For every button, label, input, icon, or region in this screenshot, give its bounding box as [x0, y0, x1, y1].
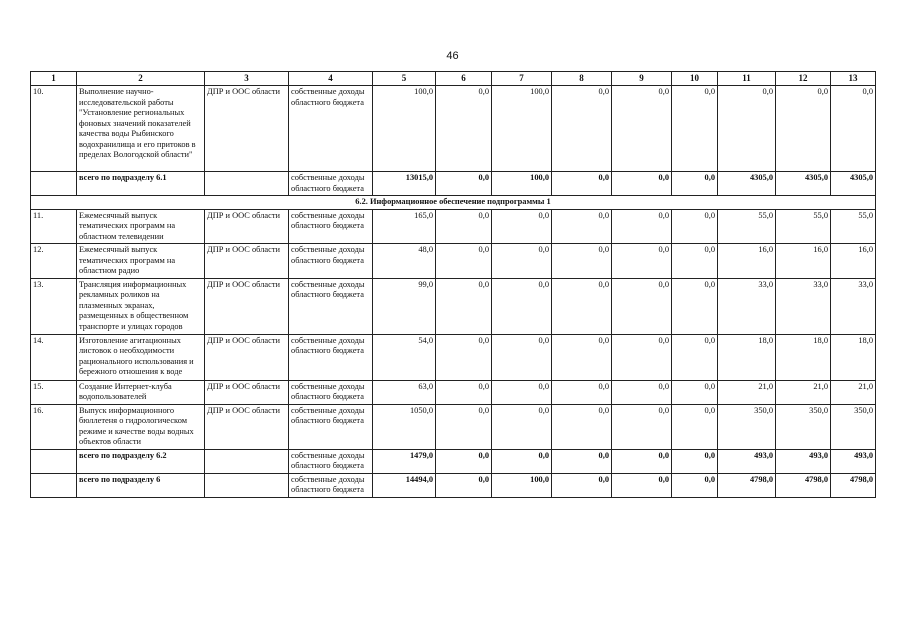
funding-source: собственные доходы областного бюджета: [289, 334, 373, 380]
amount-cell: 493,0: [776, 449, 831, 473]
activity-name: Выпуск информационного бюллетеня о гидрологическом режиме и качестве воды водных объектов области: [77, 404, 205, 449]
amount-cell: 0,0: [831, 86, 876, 172]
table-row: [31, 244, 876, 279]
amount-cell: 33,0: [831, 278, 876, 334]
amount-cell: 14494,0: [373, 473, 436, 497]
table-row: [31, 380, 876, 404]
amount-cell: 0,0: [552, 244, 612, 279]
amount-cell: 0,0: [436, 380, 492, 404]
amount-cell: 33,0: [776, 278, 831, 334]
amount-cell: 16,0: [776, 244, 831, 279]
amount-cell: 0,0: [612, 449, 672, 473]
amount-cell: 55,0: [776, 209, 831, 244]
amount-cell: 4798,0: [776, 473, 831, 497]
activity-name: Изготовление агитационных листовок о необходимости рационального использования и бережного отношения к воде: [77, 334, 205, 380]
amount-cell: 0,0: [672, 404, 718, 449]
amount-cell: 100,0: [373, 86, 436, 172]
executor: ДПР и ООС области: [205, 209, 289, 244]
column-header: 5: [373, 72, 436, 86]
amount-cell: 0,0: [612, 278, 672, 334]
amount-cell: 0,0: [612, 334, 672, 380]
amount-cell: 54,0: [373, 334, 436, 380]
funding-source: собственные доходы областного бюджета: [289, 244, 373, 279]
table-row: [31, 278, 876, 334]
amount-cell: 21,0: [718, 380, 776, 404]
column-header: 9: [612, 72, 672, 86]
amount-cell: 0,0: [552, 404, 612, 449]
amount-cell: 350,0: [776, 404, 831, 449]
funding-source: собственные доходы областного бюджета: [289, 278, 373, 334]
amount-cell: 0,0: [436, 449, 492, 473]
total-label: всего по подразделу 6.2: [77, 449, 205, 473]
amount-cell: 4305,0: [831, 172, 876, 196]
section-title: 6.2. Информационное обеспечение подпрограммы 1: [31, 196, 876, 210]
amount-cell: 33,0: [718, 278, 776, 334]
amount-cell: 0,0: [672, 334, 718, 380]
amount-cell: 4798,0: [718, 473, 776, 497]
row-number: 16.: [31, 404, 77, 449]
amount-cell: 16,0: [831, 244, 876, 279]
amount-cell: 4305,0: [776, 172, 831, 196]
amount-cell: 0,0: [492, 244, 552, 279]
amount-cell: 1479,0: [373, 449, 436, 473]
amount-cell: 0,0: [672, 244, 718, 279]
activity-name: Создание Интернет-клуба водопользователей: [77, 380, 205, 404]
executor: ДПР и ООС области: [205, 380, 289, 404]
subtotal-row: [31, 473, 876, 497]
column-header: 8: [552, 72, 612, 86]
row-number: 12.: [31, 244, 77, 279]
amount-cell: 0,0: [552, 209, 612, 244]
amount-cell: 0,0: [612, 244, 672, 279]
amount-cell: 0,0: [436, 473, 492, 497]
row-number: 14.: [31, 334, 77, 380]
row-number: 13.: [31, 278, 77, 334]
amount-cell: 0,0: [552, 278, 612, 334]
amount-cell: 0,0: [672, 209, 718, 244]
amount-cell: 0,0: [436, 334, 492, 380]
amount-cell: 0,0: [436, 404, 492, 449]
amount-cell: 0,0: [492, 334, 552, 380]
executor: ДПР и ООС области: [205, 404, 289, 449]
table-row: [31, 334, 876, 380]
funding-source: собственные доходы областного бюджета: [289, 86, 373, 172]
total-label: всего по подразделу 6: [77, 473, 205, 497]
row-number: [31, 172, 77, 196]
amount-cell: 4798,0: [831, 473, 876, 497]
funding-source: собственные доходы областного бюджета: [289, 172, 373, 196]
amount-cell: 493,0: [718, 449, 776, 473]
amount-cell: 0,0: [776, 86, 831, 172]
amount-cell: 0,0: [436, 172, 492, 196]
amount-cell: 100,0: [492, 172, 552, 196]
amount-cell: 350,0: [718, 404, 776, 449]
funding-source: собственные доходы областного бюджета: [289, 209, 373, 244]
amount-cell: 0,0: [436, 244, 492, 279]
amount-cell: 493,0: [831, 449, 876, 473]
budget-table: [30, 71, 876, 498]
amount-cell: 0,0: [436, 86, 492, 172]
funding-source: собственные доходы областного бюджета: [289, 473, 373, 497]
amount-cell: 0,0: [718, 86, 776, 172]
amount-cell: 0,0: [612, 86, 672, 172]
amount-cell: 63,0: [373, 380, 436, 404]
table-row: [31, 404, 876, 449]
subtotal-row: [31, 449, 876, 473]
column-header: 10: [672, 72, 718, 86]
amount-cell: 0,0: [552, 334, 612, 380]
amount-cell: 55,0: [831, 209, 876, 244]
amount-cell: 0,0: [492, 404, 552, 449]
amount-cell: 0,0: [672, 449, 718, 473]
amount-cell: 0,0: [672, 278, 718, 334]
column-header: 12: [776, 72, 831, 86]
amount-cell: 165,0: [373, 209, 436, 244]
activity-name: Трансляция информационных рекламных роликов на плазменных экранах, размещенных в общественном транспорте и улицах городов: [77, 278, 205, 334]
funding-source: собственные доходы областного бюджета: [289, 449, 373, 473]
amount-cell: 0,0: [672, 86, 718, 172]
funding-source: собственные доходы областного бюджета: [289, 380, 373, 404]
amount-cell: 0,0: [672, 473, 718, 497]
amount-cell: 0,0: [612, 172, 672, 196]
total-label: всего по подразделу 6.1: [77, 172, 205, 196]
amount-cell: 0,0: [552, 86, 612, 172]
header-row: [31, 72, 876, 86]
amount-cell: 0,0: [612, 473, 672, 497]
column-header: 7: [492, 72, 552, 86]
amount-cell: 100,0: [492, 86, 552, 172]
amount-cell: 0,0: [612, 404, 672, 449]
amount-cell: 0,0: [492, 278, 552, 334]
amount-cell: 18,0: [831, 334, 876, 380]
column-header: 11: [718, 72, 776, 86]
amount-cell: 0,0: [672, 380, 718, 404]
amount-cell: 1050,0: [373, 404, 436, 449]
executor: ДПР и ООС области: [205, 244, 289, 279]
amount-cell: 16,0: [718, 244, 776, 279]
executor: [205, 172, 289, 196]
column-header: 4: [289, 72, 373, 86]
amount-cell: 0,0: [612, 209, 672, 244]
amount-cell: 18,0: [776, 334, 831, 380]
amount-cell: 0,0: [552, 449, 612, 473]
activity-name: Ежемесячный выпуск тематических программ на областном телевидении: [77, 209, 205, 244]
amount-cell: 13015,0: [373, 172, 436, 196]
executor: [205, 449, 289, 473]
amount-cell: 99,0: [373, 278, 436, 334]
row-number: 10.: [31, 86, 77, 172]
amount-cell: 0,0: [492, 209, 552, 244]
executor: [205, 473, 289, 497]
activity-name: Ежемесячный выпуск тематических программ на областном радио: [77, 244, 205, 279]
amount-cell: 0,0: [552, 172, 612, 196]
amount-cell: 0,0: [552, 380, 612, 404]
executor: ДПР и ООС области: [205, 278, 289, 334]
amount-cell: 0,0: [492, 449, 552, 473]
row-number: [31, 449, 77, 473]
amount-cell: 100,0: [492, 473, 552, 497]
amount-cell: 18,0: [718, 334, 776, 380]
activity-name: Выполнение научно-исследовательской работы "Установление региональных фоновых значений показателей качества воды Рыбинского водохранилища и его притоков в пределах Вологодской области": [77, 86, 205, 172]
amount-cell: 0,0: [436, 278, 492, 334]
row-number: [31, 473, 77, 497]
executor: ДПР и ООС области: [205, 334, 289, 380]
amount-cell: 0,0: [552, 473, 612, 497]
amount-cell: 0,0: [492, 380, 552, 404]
section-heading-row: [31, 196, 876, 210]
funding-source: собственные доходы областного бюджета: [289, 404, 373, 449]
executor: ДПР и ООС области: [205, 86, 289, 172]
amount-cell: 350,0: [831, 404, 876, 449]
column-header: 3: [205, 72, 289, 86]
amount-cell: 48,0: [373, 244, 436, 279]
column-header: 6: [436, 72, 492, 86]
column-header: 13: [831, 72, 876, 86]
amount-cell: 0,0: [612, 380, 672, 404]
subtotal-row: [31, 172, 876, 196]
table-row: [31, 86, 876, 172]
amount-cell: 21,0: [776, 380, 831, 404]
table-row: [31, 209, 876, 244]
amount-cell: 4305,0: [718, 172, 776, 196]
page-number: 46: [446, 50, 459, 62]
amount-cell: 0,0: [436, 209, 492, 244]
column-header: 1: [31, 72, 77, 86]
row-number: 15.: [31, 380, 77, 404]
amount-cell: 55,0: [718, 209, 776, 244]
row-number: 11.: [31, 209, 77, 244]
column-header: 2: [77, 72, 205, 86]
amount-cell: 0,0: [672, 172, 718, 196]
amount-cell: 21,0: [831, 380, 876, 404]
